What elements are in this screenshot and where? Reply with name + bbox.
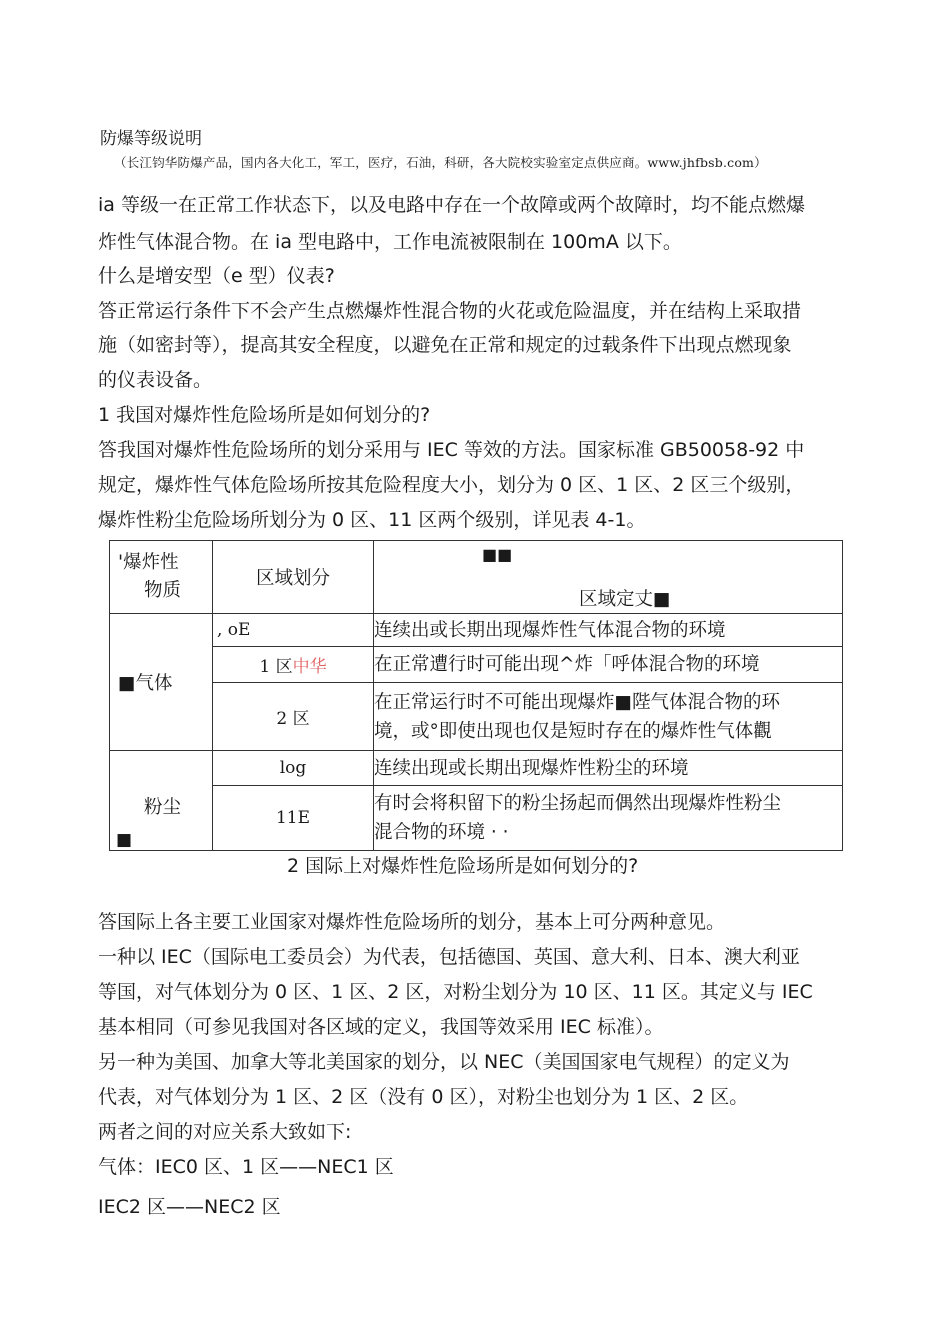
definition-line: 有时会将积留下的粉尘扬起而偶然出现爆炸性粉尘 (374, 793, 782, 814)
answer-line: 答正常运行条件下不会产生点燃爆炸性混合物的火花或危险温度，并在结构上采取措 (98, 300, 802, 322)
document-title: 防爆等级说明 (100, 129, 202, 149)
table-row (110, 647, 843, 683)
dust-label-cell (110, 751, 213, 851)
answer-line: 施（如密封等），提高其安全程度，以避免在正常和规定的过载条件下出现点燃现象 (98, 334, 792, 356)
intro-line: 炸性气体混合物。在 ia 型电路中，工作电流被限制在 100mA 以下。 (98, 231, 682, 253)
definition-line: 在正常运行时不可能出现爆炸■陛气体混合物的环 (374, 691, 780, 713)
body-line: 两者之间的对应关系大致如下: (98, 1121, 352, 1143)
question-heading: 什么是增安型（e 型）仪表? (98, 265, 335, 287)
header-zone: 区域划分 (213, 541, 374, 614)
zone-cell: , oE (213, 614, 374, 647)
header-definition (374, 541, 843, 614)
dust-mark: ■ (116, 830, 133, 850)
document-subtitle: （长江钧华防爆产品，国内各大化工，军工，医疗，石油，科研，各大院校实验室定点供应商。www.jhfbsb.com） (114, 155, 767, 170)
definition-cell (374, 683, 843, 751)
body-line: 答国际上各主要工业国家对爆炸性危险场所的划分，基本上可分两种意见。 (98, 911, 726, 933)
table-row (110, 614, 843, 647)
answer-line: 答我国对爆炸性危险场所的划分采用与 IEC 等效的方法。国家标准 GB50058-92 中 (98, 439, 805, 461)
table-row (110, 683, 843, 751)
question-heading: 1 我国对爆炸性危险场所是如何划分的? (98, 404, 431, 426)
definition-line: 境，或°即使出现也仅是短时存在的爆炸性气体觀 (374, 720, 772, 742)
body-line: 代表，对气体划分为 1 区、2 区（没有 0 区），对粉尘也划分为 1 区、2 区。 (98, 1086, 749, 1108)
zone-cell: 2 区 (213, 683, 374, 751)
body-line: 一种以 IEC（国际电工委员会）为代表，包括德国、英国、意大利、日本、澳大利亚 (98, 946, 800, 968)
answer-line: 规定，爆炸性气体危险场所按其危险程度大小，划分为 0 区、1 区、2 区三个级别， (98, 474, 805, 496)
gas-label: ■气体 (110, 614, 213, 751)
zone-cell: log (213, 751, 374, 786)
watermark-mark: 中华 (292, 657, 327, 677)
table-caption-question: 2 国际上对爆炸性危险场所是如何划分的? (287, 855, 639, 877)
table-row (110, 786, 843, 851)
zone-label: 1 区 (259, 657, 293, 677)
definition-cell: 在正常遭行时可能出现^炸「呼体混合物的环境 (374, 647, 843, 683)
zone-cell (213, 647, 374, 683)
body-line: 基本相同（可参见我国对各区域的定义，我国等效采用 IEC 标准）。 (98, 1016, 664, 1038)
body-line: IEC2 区——NEC2 区 (98, 1196, 281, 1218)
zone-table (109, 540, 843, 851)
intro-line: ia 等级一在正常工作状态下，以及电路中存在一个故障或两个故障时，均不能点燃爆 (98, 194, 805, 216)
body-line: 另一种为美国、加拿大等北美国家的划分，以 NEC（美国国家电气规程）的定义为 (98, 1051, 790, 1073)
definition-cell (374, 786, 843, 851)
answer-line: 的仪表设备。 (98, 369, 213, 391)
header-material-line: '爆炸性 (118, 552, 179, 573)
body-line: 气体：IEC0 区、1 区——NEC1 区 (98, 1156, 394, 1178)
header-material-line: 物质 (144, 580, 182, 601)
answer-line: 爆炸性粉尘危险场所划分为 0 区、11 区两个级别，详见表 4-1。 (98, 509, 646, 531)
table-header-row (110, 541, 843, 614)
definition-cell: 连续出或长期出现爆炸性气体混合物的环境 (374, 614, 843, 647)
definition-cell: 连续出现或长期出现爆炸性粉尘的环境 (374, 751, 843, 786)
table-row (110, 751, 843, 786)
body-line: 等国，对气体划分为 0 区、1 区、2 区，对粉尘划分为 10 区、11 区。其定义与 IEC (98, 981, 813, 1003)
definition-line: 混合物的环境 · · (374, 822, 509, 843)
header-marks: ■■ (482, 545, 513, 564)
header-material (110, 541, 213, 614)
zone-cell: 11E (213, 786, 374, 851)
header-definition-label: 区域定丈■ (579, 589, 671, 610)
dust-label: 粉尘 (144, 796, 182, 818)
